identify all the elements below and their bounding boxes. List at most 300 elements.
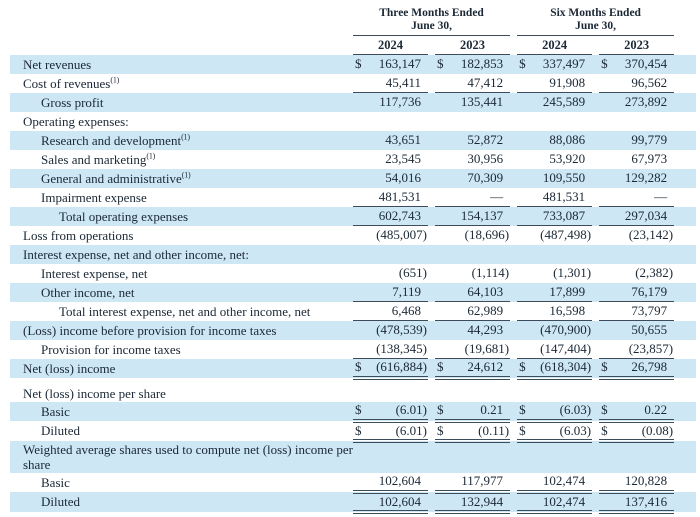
cell-value: (487,498) (533, 226, 592, 245)
spacer (592, 402, 599, 421)
spacer (510, 74, 517, 93)
cell-value: 67,973 (615, 150, 674, 169)
spacer (428, 473, 435, 492)
row-label-text: Basic (41, 474, 70, 490)
currency-symbol (517, 169, 533, 188)
spacer (592, 283, 599, 302)
row-label (10, 55, 353, 74)
spacer (592, 93, 599, 112)
spacer (592, 36, 599, 55)
cell-value: 7,119 (369, 283, 428, 302)
currency-symbol (517, 340, 533, 359)
cell-value: (618,304) (533, 359, 592, 378)
cell-value: 76,179 (615, 283, 674, 302)
spacer (428, 169, 435, 188)
spacer (428, 131, 435, 150)
period-header-line2: June 30, (411, 19, 452, 32)
row-label (10, 131, 353, 150)
spacer (674, 421, 696, 441)
cell-value: 70,309 (451, 169, 510, 188)
row-label-text: Total interest expense, net and other income, net (59, 303, 311, 319)
spacer (674, 283, 696, 302)
currency-symbol (353, 74, 369, 93)
currency-symbol (435, 150, 451, 169)
cell-value: (18,696) (451, 226, 510, 245)
currency-symbol (435, 207, 451, 226)
currency-symbol (517, 492, 533, 512)
spacer (674, 36, 696, 55)
cell-value: — (615, 188, 674, 207)
spacer (592, 264, 599, 283)
cell-value: 50,655 (615, 321, 674, 340)
cell-value: 370,454 (615, 55, 674, 74)
cell-value: (23,857) (615, 340, 674, 359)
row-label (10, 441, 353, 473)
spacer (674, 188, 696, 207)
row-label (10, 74, 353, 93)
currency-symbol (517, 188, 533, 207)
table-row (10, 188, 696, 207)
spacer (674, 340, 696, 359)
empty-cells (353, 378, 696, 402)
spacer (592, 169, 599, 188)
spacer (674, 473, 696, 492)
spacer (674, 5, 696, 36)
row-label (10, 264, 353, 283)
spacer (510, 131, 517, 150)
spacer (510, 321, 517, 340)
row-label-text: Interest expense, net and other income, net: (23, 246, 249, 262)
cell-value: (1,114) (451, 264, 510, 283)
spacer (674, 150, 696, 169)
currency-symbol (599, 150, 615, 169)
currency-symbol (517, 321, 533, 340)
spacer (428, 340, 435, 359)
cell-value: (616,884) (369, 359, 428, 378)
spacer (428, 421, 435, 441)
cell-value: 120,828 (615, 473, 674, 492)
cell-value: (138,345) (369, 340, 428, 359)
cell-value: 481,531 (369, 188, 428, 207)
currency-symbol (353, 340, 369, 359)
footnote-marker: (1) (146, 151, 156, 161)
spacer (592, 131, 599, 150)
table-row (10, 169, 696, 188)
spacer (510, 283, 517, 302)
spacer (510, 302, 517, 321)
table-row (10, 421, 696, 441)
year-header-2024-q: 2024 (353, 36, 428, 55)
currency-symbol (353, 188, 369, 207)
cell-value: 64,103 (451, 283, 510, 302)
cell-value: 129,282 (615, 169, 674, 188)
spacer (674, 492, 696, 512)
spacer (510, 150, 517, 169)
currency-symbol: $ (517, 359, 533, 378)
spacer (510, 5, 517, 36)
cell-value: 117,977 (451, 473, 510, 492)
cell-value: 24,612 (451, 359, 510, 378)
row-label-text: Net revenues (23, 56, 92, 72)
table-row (10, 402, 696, 421)
cell-value: (0.08) (615, 421, 674, 441)
spacer (428, 302, 435, 321)
table-row (10, 226, 696, 245)
currency-symbol (599, 188, 615, 207)
spacer (428, 359, 435, 378)
spacer (674, 74, 696, 93)
spacer (510, 340, 517, 359)
spacer (428, 55, 435, 74)
cell-value: 17,899 (533, 283, 592, 302)
currency-symbol (599, 264, 615, 283)
spacer (510, 402, 517, 421)
spacer (592, 473, 599, 492)
currency-symbol (517, 226, 533, 245)
row-label-text: Research and development (41, 132, 182, 148)
spacer (428, 492, 435, 512)
table-row (10, 93, 696, 112)
cell-value: 102,604 (369, 473, 428, 492)
spacer (428, 36, 435, 55)
cell-value: 0.21 (451, 402, 510, 421)
currency-symbol (517, 264, 533, 283)
corner-cell (10, 5, 353, 36)
row-label-text: (Loss) income before provision for income taxes (23, 322, 277, 338)
cell-value: (6.03) (533, 402, 592, 421)
row-label-text: Diluted (41, 494, 80, 509)
row-label (10, 188, 353, 207)
currency-symbol (353, 131, 369, 150)
cell-value: (478,539) (369, 321, 428, 340)
spacer (674, 93, 696, 112)
currency-symbol (435, 321, 451, 340)
currency-symbol: $ (599, 402, 615, 421)
spacer (428, 150, 435, 169)
currency-symbol (353, 302, 369, 321)
row-label (10, 492, 353, 512)
spacer (510, 421, 517, 441)
cell-value: 0.22 (615, 402, 674, 421)
period-header-line1: Six Months Ended (550, 7, 641, 19)
row-label-text: Total operating expenses (59, 208, 189, 224)
currency-symbol (353, 492, 369, 512)
spacer (592, 74, 599, 93)
row-label-text: Cost of revenues (23, 75, 111, 91)
spacer (674, 264, 696, 283)
cell-value: 337,497 (533, 55, 592, 74)
row-label (10, 245, 353, 264)
row-label-text: Impairment expense (41, 189, 147, 205)
row-label-text: Weighted average shares used to compute net (loss) income per share (23, 441, 353, 472)
cell-value: 102,604 (369, 492, 428, 512)
cell-value: 26,798 (615, 359, 674, 378)
cell-value: 109,550 (533, 169, 592, 188)
currency-symbol (435, 74, 451, 93)
currency-symbol (435, 340, 451, 359)
period-header-six-months (517, 5, 674, 36)
cell-value: 481,531 (533, 188, 592, 207)
income-statement-table (10, 5, 696, 514)
spacer (428, 321, 435, 340)
spacer (510, 359, 517, 378)
currency-symbol: $ (599, 359, 615, 378)
row-label-text: General and administrative (41, 170, 182, 186)
cell-value: 45,411 (369, 74, 428, 93)
spacer (510, 188, 517, 207)
spacer (592, 321, 599, 340)
spacer (428, 402, 435, 421)
empty-cells (353, 245, 696, 264)
spacer (674, 131, 696, 150)
currency-symbol (353, 150, 369, 169)
row-label (10, 302, 353, 321)
currency-symbol: $ (435, 359, 451, 378)
table-row (10, 74, 696, 93)
cell-value: (0.11) (451, 421, 510, 441)
currency-symbol (435, 473, 451, 492)
cell-value: (1,301) (533, 264, 592, 283)
row-label (10, 226, 353, 245)
cell-value: 96,562 (615, 74, 674, 93)
row-label-text: Interest expense, net (41, 265, 148, 281)
table-row (10, 378, 696, 402)
cell-value: 245,589 (533, 93, 592, 112)
cell-value: 733,087 (533, 207, 592, 226)
cell-value: (23,142) (615, 226, 674, 245)
spacer (510, 207, 517, 226)
row-label-text: Diluted (41, 423, 80, 438)
cell-value: 73,797 (615, 302, 674, 321)
row-label (10, 283, 353, 302)
spacer (510, 473, 517, 492)
currency-symbol (353, 169, 369, 188)
currency-symbol (353, 264, 369, 283)
spacer (592, 188, 599, 207)
row-label (10, 150, 353, 169)
row-label-text: Other income, net (41, 284, 135, 300)
currency-symbol (599, 473, 615, 492)
spacer (510, 93, 517, 112)
table-row (10, 321, 696, 340)
spacer (674, 207, 696, 226)
currency-symbol (599, 283, 615, 302)
cell-value: 154,137 (451, 207, 510, 226)
empty-cells (353, 441, 696, 473)
cell-value: 47,412 (451, 74, 510, 93)
spacer (592, 492, 599, 512)
cell-value: 16,598 (533, 302, 592, 321)
spacer (592, 302, 599, 321)
empty-cells (353, 112, 696, 131)
table-row (10, 359, 696, 378)
period-header-row (10, 5, 696, 36)
currency-symbol (599, 492, 615, 512)
spacer (428, 283, 435, 302)
spacer (428, 74, 435, 93)
currency-symbol (599, 340, 615, 359)
spacer (592, 207, 599, 226)
row-label-text: Net (loss) income (23, 360, 116, 376)
spacer (592, 340, 599, 359)
cell-value: 88,086 (533, 131, 592, 150)
cell-value: 135,441 (451, 93, 510, 112)
currency-symbol (435, 226, 451, 245)
spacer (510, 169, 517, 188)
row-label-text: Provision for income taxes (41, 341, 181, 357)
cell-value: 602,743 (369, 207, 428, 226)
cell-value: 52,872 (451, 131, 510, 150)
table-row (10, 55, 696, 74)
row-label-text: Net (loss) income per share (23, 385, 166, 401)
spacer (510, 492, 517, 512)
cell-value: 117,736 (369, 93, 428, 112)
row-label-text: Gross profit (41, 94, 104, 110)
currency-symbol (599, 226, 615, 245)
currency-symbol: $ (435, 402, 451, 421)
currency-symbol (353, 473, 369, 492)
cell-value: 99,779 (615, 131, 674, 150)
cell-value: (6.03) (533, 421, 592, 441)
table-row (10, 112, 696, 131)
cell-value: 297,034 (615, 207, 674, 226)
spacer (510, 264, 517, 283)
year-header-2023-q: 2023 (435, 36, 510, 55)
spacer (674, 55, 696, 74)
currency-symbol (353, 321, 369, 340)
row-label (10, 421, 353, 441)
currency-symbol (599, 169, 615, 188)
table-body (10, 55, 696, 512)
currency-symbol (517, 131, 533, 150)
currency-symbol (435, 169, 451, 188)
spacer (592, 150, 599, 169)
cell-value: 30,956 (451, 150, 510, 169)
spacer (592, 359, 599, 378)
spacer (674, 226, 696, 245)
currency-symbol: $ (435, 421, 451, 441)
spacer (428, 93, 435, 112)
table-row (10, 473, 696, 492)
cell-value: (147,404) (533, 340, 592, 359)
currency-symbol: $ (517, 421, 533, 441)
row-label (10, 402, 353, 421)
row-label (10, 359, 353, 378)
spacer (674, 321, 696, 340)
currency-symbol (435, 492, 451, 512)
cell-value: 6,468 (369, 302, 428, 321)
currency-symbol: $ (599, 421, 615, 441)
table-row (10, 340, 696, 359)
spacer (674, 169, 696, 188)
spacer (592, 226, 599, 245)
period-header-line2: June 30, (575, 19, 617, 32)
row-label (10, 207, 353, 226)
cell-value: 163,147 (369, 55, 428, 74)
currency-symbol (599, 93, 615, 112)
currency-symbol (599, 321, 615, 340)
table-row (10, 245, 696, 264)
table-row (10, 441, 696, 473)
spacer (674, 302, 696, 321)
cell-value: 137,416 (615, 492, 674, 512)
spacer (510, 226, 517, 245)
row-label (10, 112, 353, 131)
spacer (592, 55, 599, 74)
cell-value: 44,293 (451, 321, 510, 340)
spacer (674, 359, 696, 378)
cell-value: (485,007) (369, 226, 428, 245)
corner-cell (10, 36, 353, 55)
cell-value: (6.01) (369, 421, 428, 441)
table-row (10, 302, 696, 321)
cell-value: 54,016 (369, 169, 428, 188)
footnote-marker: (1) (181, 170, 191, 180)
currency-symbol: $ (353, 55, 369, 74)
cell-value: 91,908 (533, 74, 592, 93)
row-label (10, 93, 353, 112)
cell-value: 273,892 (615, 93, 674, 112)
currency-symbol (353, 226, 369, 245)
period-header-line1: Three Months Ended (379, 7, 484, 19)
footnote-marker: (1) (181, 132, 190, 142)
year-header-2023-h: 2023 (599, 36, 674, 55)
currency-symbol (353, 207, 369, 226)
currency-symbol (517, 302, 533, 321)
cell-value: 53,920 (533, 150, 592, 169)
spacer (510, 55, 517, 74)
row-label (10, 473, 353, 492)
currency-symbol (435, 302, 451, 321)
cell-value: (651) (369, 264, 428, 283)
currency-symbol (599, 302, 615, 321)
year-header-2024-h: 2024 (517, 36, 592, 55)
currency-symbol (517, 207, 533, 226)
spacer (592, 421, 599, 441)
spacer (674, 402, 696, 421)
cell-value: 43,651 (369, 131, 428, 150)
row-label (10, 378, 353, 402)
currency-symbol: $ (599, 55, 615, 74)
currency-symbol (517, 283, 533, 302)
row-label (10, 340, 353, 359)
currency-symbol (435, 188, 451, 207)
currency-symbol (517, 93, 533, 112)
currency-symbol (599, 207, 615, 226)
row-label-text: Sales and marketing (41, 151, 147, 167)
currency-symbol (435, 93, 451, 112)
currency-symbol: $ (435, 55, 451, 74)
table-row (10, 283, 696, 302)
cell-value: 182,853 (451, 55, 510, 74)
table-row (10, 492, 696, 512)
currency-symbol (599, 74, 615, 93)
row-label (10, 321, 353, 340)
currency-symbol (353, 283, 369, 302)
row-label-text: Basic (41, 403, 70, 419)
currency-symbol (517, 74, 533, 93)
period-header-three-months (353, 5, 510, 36)
currency-symbol (353, 93, 369, 112)
currency-symbol: $ (517, 402, 533, 421)
table-row (10, 131, 696, 150)
spacer (428, 207, 435, 226)
year-header-row (10, 36, 696, 55)
spacer (428, 226, 435, 245)
cell-value: 102,474 (533, 473, 592, 492)
cell-value: (470,900) (533, 321, 592, 340)
currency-symbol: $ (353, 421, 369, 441)
